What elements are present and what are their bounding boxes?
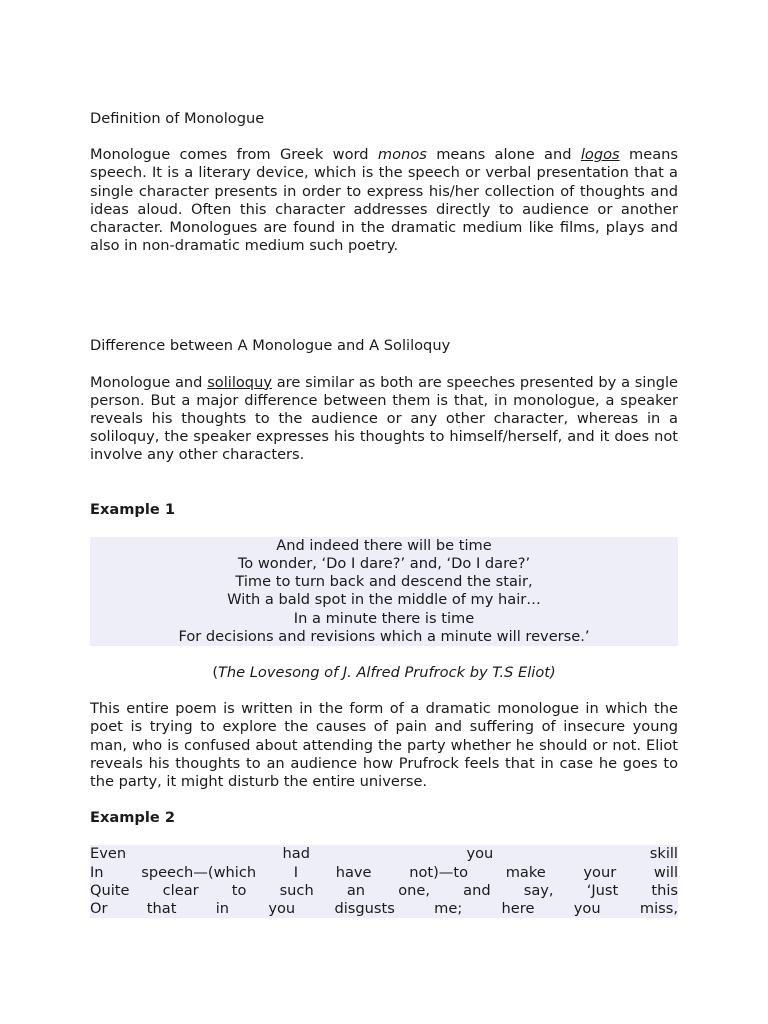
example2-heading: Example 2 [90, 809, 176, 827]
example1-caption: (The Lovesong of J. Alfred Prufrock by T.S Eliot) [212, 664, 556, 682]
example1-analysis: This entire poem is written in the form of a dramatic monologue in which the poet is trying to explore the causes of pain and suffering of insecure young man, who is confused about attending the party whether he should or not. Eliot reveals his thoughts to an audience how Prufrock feels that in case he goes to the party, it might disturb the entire universe. [90, 700, 678, 791]
poem-line: For decisions and revisions which a minute will reverse.’ [178, 627, 590, 645]
difference-heading: Difference between A Monologue and A Soliloquy [90, 337, 451, 355]
poem-line: In speech—(which I have not)—to make your will [90, 863, 678, 881]
logos-link[interactable]: logos [580, 146, 620, 164]
poem-line: To wonder, ‘Do I dare?’ and, ‘Do I dare?’ [237, 555, 531, 573]
example1-heading: Example 1 [90, 500, 176, 518]
poem-line: With a bald spot in the middle of my hair… [227, 591, 541, 609]
difference-paragraph: Monologue and soliloquy are similar as both are speeches presented by a single person. But a major difference between them is that, in monologue, a speaker reveals his thoughts to the audience or any other character, whereas in a soliloquy, the speaker expresses his thoughts to himself/herself, and it does not involve any other characters. [90, 373, 678, 464]
poem-line: Time to turn back and descend the stair, [235, 573, 533, 591]
poem-line: Even had you skill [90, 845, 678, 863]
document-page [90, 110, 678, 918]
monos-term: monos [377, 146, 427, 164]
poem-line: Quite clear to such an one, and say, ‘Just this [90, 881, 678, 899]
soliloquy-link[interactable]: soliloquy [207, 373, 272, 391]
poem-line: And indeed there will be time [276, 536, 492, 554]
example2-poem [90, 845, 678, 918]
definition-paragraph: Monologue comes from Greek word monos means alone and logos means speech. It is a literary device, which is the speech or verbal presentation that a single character presents in order to express his/her collection of thoughts and ideas aloud. Often this character addresses directly to audience or another character. Monologues are found in the dramatic medium like films, plays and also in non-dramatic medium such poetry. [90, 146, 678, 255]
poem-line: Or that in you disgusts me; here you miss, [90, 900, 678, 918]
example1-poem [90, 537, 678, 646]
poem-line: In a minute there is time [293, 609, 475, 627]
definition-heading: Definition of Monologue [90, 110, 265, 127]
